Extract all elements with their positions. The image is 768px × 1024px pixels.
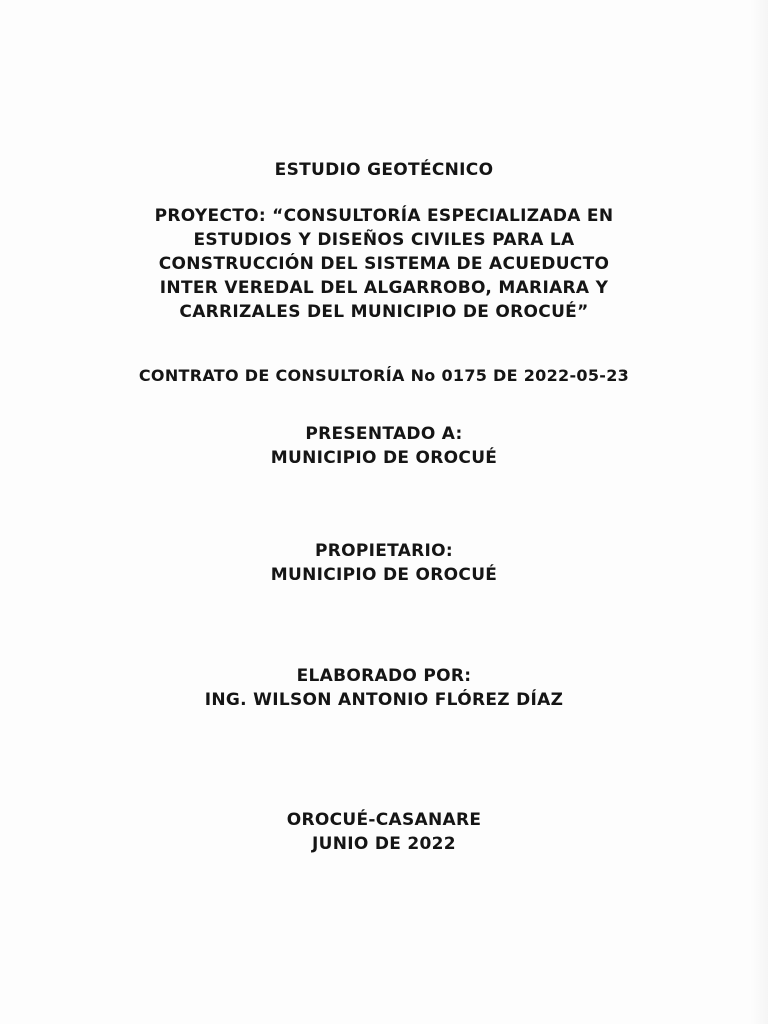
project-line-5: CARRIZALES DEL MUNICIPIO DE OROCUÉ” xyxy=(179,302,589,322)
page-edge-shadow xyxy=(750,0,768,1024)
place-date-section xyxy=(0,808,768,856)
project-line-3: CONSTRUCCIÓN DEL SISTEMA DE ACUEDUCTO xyxy=(158,254,610,274)
owner-label: PROPIETARIO: xyxy=(314,541,454,561)
owner-section xyxy=(0,539,768,587)
project-section xyxy=(0,204,768,324)
document-date: JUNIO DE 2022 xyxy=(312,834,456,854)
author-section xyxy=(0,664,768,712)
project-line-4: INTER VEREDAL DEL ALGARROBO, MARIARA Y xyxy=(159,278,609,298)
location: OROCUÉ-CASANARE xyxy=(286,810,482,830)
presented-label: PRESENTADO A: xyxy=(305,424,463,444)
presented-to: MUNICIPIO DE OROCUÉ xyxy=(270,448,498,468)
owner-name: MUNICIPIO DE OROCUÉ xyxy=(270,565,498,585)
contract-number: CONTRATO DE CONSULTORÍA No 0175 DE 2022-05-23 xyxy=(138,366,630,385)
title-section xyxy=(0,158,768,182)
author-name: ING. WILSON ANTONIO FLÓREZ DÍAZ xyxy=(204,690,564,710)
project-line-1: PROYECTO: “CONSULTORÍA ESPECIALIZADA EN xyxy=(154,206,614,226)
project-line-2: ESTUDIOS Y DISEÑOS CIVILES PARA LA xyxy=(193,230,575,250)
document-title: ESTUDIO GEOTÉCNICO xyxy=(274,160,494,180)
contract-section xyxy=(0,364,768,388)
author-label: ELABORADO POR: xyxy=(296,666,472,686)
presented-section xyxy=(0,422,768,470)
